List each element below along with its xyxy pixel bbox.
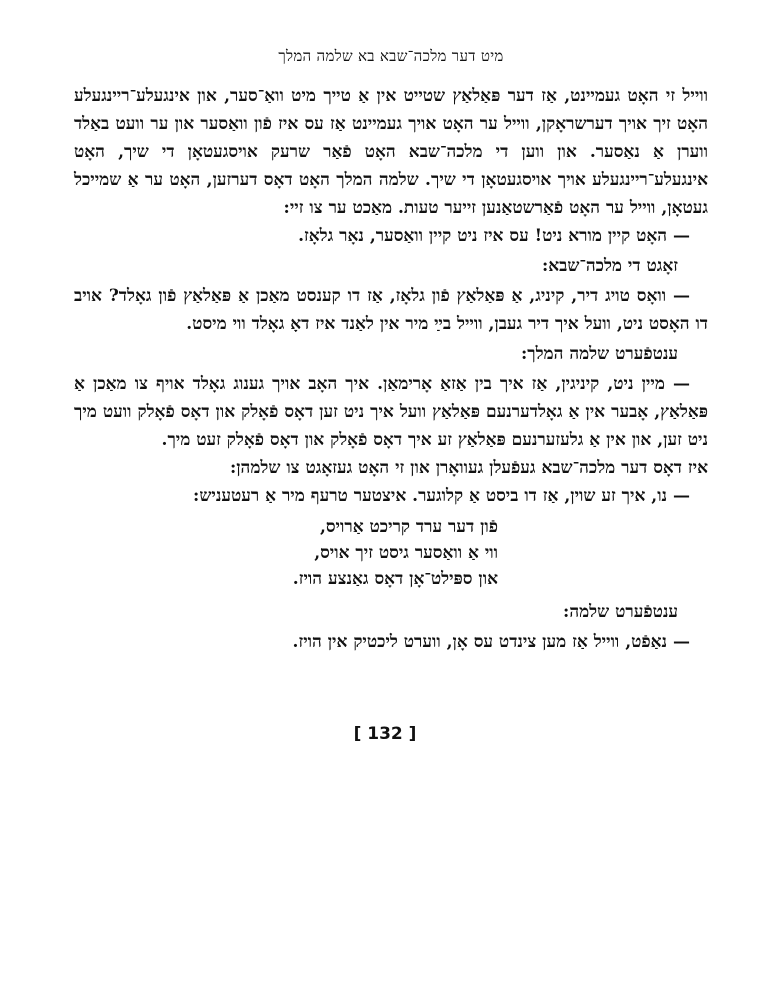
verse-line: ווי אַ וואַסער גיסט זיך אויס,	[314, 543, 498, 563]
verse-line: און ספּילט־אָן דאָס גאַנצע הויז.	[292, 569, 498, 589]
paragraph-dialogue-2: — וואָס טויג דיר, קיניג, אַ פּאַלאַץ פֿון גלאָז, אַז דו קענסט מאַכן אַ פּאַלאַץ פֿון גאָלד? אויב דו האָסט ניט, וועל איך דיר געבן, ווייל בײַ מיר אין לאַנד איז דאָ גאָלד ווי מיסט.	[74, 286, 708, 334]
verse-line: פֿון דער ערד קריכט אַרויס,	[319, 517, 498, 537]
paragraph-narration-2: איז דאָס דער מלכה־שבא געפֿעלן געוואָרן און זי האָט געזאָגט צו שלמהן:	[229, 458, 708, 478]
page-number: [ 132 ]	[353, 724, 417, 744]
book-page	[74, 46, 708, 656]
speaker-line-2: ענטפֿערט שלמה המלך:	[520, 344, 678, 364]
riddle-verse	[74, 514, 708, 592]
paragraph-narration-1: ווייל זי האָט געמיינט, אַז דער פּאַלאַץ שטייט אין אַ טייך מיט וואַ־סער, און אינגעלע־ריינגעלע האָט זיך אויך דערשראָקן, ווייל ער האָט אויך געמיינט אַז עס איז פֿון וואַסער און ער וועט באַלד ווערן אַ נאַסער. און ווען די מלכה־שבא האָט פֿאַר שרעק אויסגעטאָן די שיך, האָט אינגעלע־ריינגעלע אויך אויסגעטאָן די שיך. שלמה המלך האָט דאָס דערזען, האָט ער אַ שמייכל געטאָן, ווייל ער האָט פֿאַרשטאַנען זייער טעות. מאַכט ער צו זיי:	[74, 86, 708, 218]
speaker-line-3: ענטפֿערט שלמה:	[563, 602, 678, 622]
paragraph-dialogue-5: — נאַפֿט, ווייל אַז מען צינדט עס אָן, ווערט ליכטיק אין הויז.	[292, 632, 690, 652]
paragraph-dialogue-3: — מיין ניט, קיניגין, אַז איך בין אַזאַ אָרימאַן. איך האָב אויך גענוג גאָלד אויף צו מאַכן אַ פּאַלאַץ, אָבער אין אַ גאָלדערנעם פּאַלאַץ וועל איך ניט זען דאָס פֿאָלק און דאָס פֿאָלק וועט מיך ניט זען, און אין אַ גלעזערנעם פּאַלאַץ זע איך דאָס פֿאָלק און דאָס פֿאָלק זעט מיך.	[74, 374, 708, 450]
paragraph-dialogue-4: — נו, איך זע שוין, אַז דו ביסט אַ קלוגער. איצטער טרעף מיר אַ רעטעניש:	[193, 486, 690, 506]
paragraph-dialogue-1: — האָט קיין מורא ניט! עס איז ניט קיין וואַסער, נאָר גלאָז.	[298, 226, 690, 246]
running-title: מיט דער מלכה־שבא בא שלמה המלך	[278, 47, 504, 65]
speaker-line-1: זאָגט די מלכה־שבא:	[541, 256, 678, 276]
